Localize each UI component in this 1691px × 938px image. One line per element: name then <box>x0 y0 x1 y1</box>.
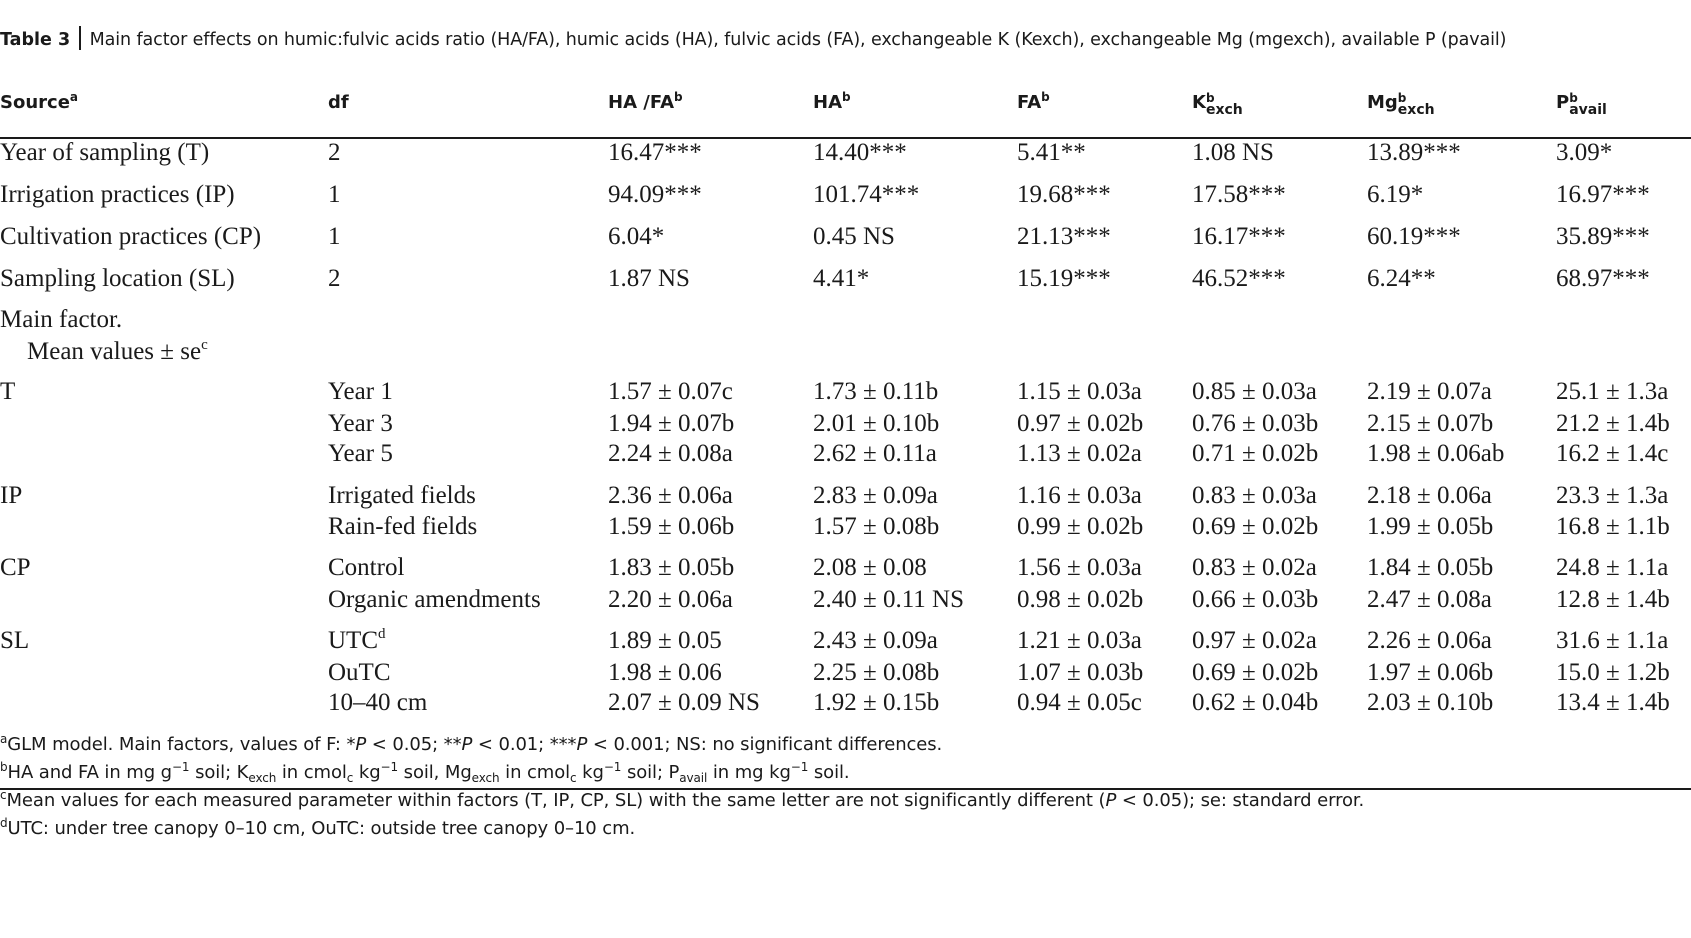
f-value: 94.09*** <box>608 181 702 208</box>
mean-value: 1.21 ± 0.03a <box>1017 627 1142 654</box>
mean-value: 1.98 ± 0.06 <box>608 659 722 686</box>
source-label: Cultivation practices (CP) <box>0 223 262 250</box>
f-value: 60.19*** <box>1367 223 1461 250</box>
f-value: 16.97*** <box>1556 181 1650 208</box>
column-header <box>813 92 851 113</box>
footnote-text: GLM model. Main factors, values of F: *P < 0.05; **P < 0.01; ***P < 0.001; NS: no significant differences. <box>7 734 943 755</box>
mean-value: 24.8 ± 1.1a <box>1556 554 1669 581</box>
column-header-sup: a <box>69 90 79 104</box>
mean-value: 0.71 ± 0.02b <box>1192 440 1319 467</box>
mean-value: 0.97 ± 0.02b <box>1017 410 1144 437</box>
main-factor-label: Main factor. <box>0 306 123 333</box>
f-value: 46.52*** <box>1192 265 1286 292</box>
column-header-sup: b <box>1041 90 1050 104</box>
mean-value: 0.85 ± 0.03a <box>1192 378 1317 405</box>
mean-value: 0.99 ± 0.02b <box>1017 513 1144 540</box>
column-header-sup: b <box>1569 91 1578 105</box>
mean-value: 2.15 ± 0.07b <box>1367 410 1494 437</box>
mean-value: 2.08 ± 0.08 <box>813 554 927 581</box>
mean-value: 1.98 ± 0.06ab <box>1367 440 1505 467</box>
level-label: Irrigated fields <box>328 482 476 509</box>
f-value: 1.87 NS <box>608 265 690 292</box>
f-value: 6.04* <box>608 223 665 250</box>
column-header-scripts <box>1569 92 1607 116</box>
column-header-base: HA /FA <box>608 92 674 113</box>
column-header-sup: b <box>842 90 851 104</box>
mean-value: 1.89 ± 0.05 <box>608 627 722 654</box>
mean-value: 2.36 ± 0.06a <box>608 482 733 509</box>
level-label: Year 5 <box>328 440 393 467</box>
mean-value: 2.83 ± 0.09a <box>813 482 938 509</box>
mean-value: 0.83 ± 0.02a <box>1192 554 1317 581</box>
footnote <box>0 790 1364 811</box>
mean-value: 1.56 ± 0.03a <box>1017 554 1142 581</box>
mean-value: 0.76 ± 0.03b <box>1192 410 1319 437</box>
mean-value: 1.97 ± 0.06b <box>1367 659 1494 686</box>
column-header-sub: exch <box>1397 102 1435 118</box>
footnote <box>0 762 850 783</box>
mean-value: 2.03 ± 0.10b <box>1367 689 1494 716</box>
mean-value: 31.6 ± 1.1a <box>1556 627 1669 654</box>
column-header <box>328 92 349 113</box>
level-label: Control <box>328 554 405 581</box>
column-header-sup: b <box>1205 91 1215 105</box>
footnote-text: Mean values for each measured parameter within factors (T, IP, CP, SL) with the same letter are not significantly different (P < 0.05); se: standard error. <box>6 790 1365 811</box>
mean-value: 1.73 ± 0.11b <box>813 378 939 405</box>
mean-value: 2.43 ± 0.09a <box>813 627 938 654</box>
f-value: 6.24** <box>1367 265 1436 292</box>
level-label: 10–40 cm <box>328 689 428 716</box>
column-header-base: Source <box>0 92 70 113</box>
mean-value: 1.94 ± 0.07b <box>608 410 735 437</box>
f-value: 15.19*** <box>1017 265 1111 292</box>
table-label: Table 3 <box>0 30 71 50</box>
mean-value: 2.20 ± 0.06a <box>608 586 733 613</box>
mean-value: 2.01 ± 0.10b <box>813 410 940 437</box>
mean-value: 1.59 ± 0.06b <box>608 513 735 540</box>
column-header <box>0 92 78 113</box>
column-header-sup: b <box>1397 91 1407 105</box>
column-header-base: K <box>1192 92 1206 113</box>
column-header <box>1556 92 1607 116</box>
level-label: UTC$^d$ <box>328 626 386 654</box>
mean-value: 21.2 ± 1.4b <box>1556 410 1670 437</box>
mean-value: 1.16 ± 0.03a <box>1017 482 1142 509</box>
column-header-sup: b <box>674 90 683 104</box>
mean-value: 2.19 ± 0.07a <box>1367 378 1492 405</box>
caption-divider <box>79 26 81 50</box>
mean-value: 0.69 ± 0.02b <box>1192 659 1319 686</box>
column-header-sub: exch <box>1205 102 1243 118</box>
level-label: Year 3 <box>328 410 393 437</box>
mean-value: 25.1 ± 1.3a <box>1556 378 1669 405</box>
mean-value: 16.2 ± 1.4c <box>1556 440 1669 467</box>
mean-value: 0.83 ± 0.03a <box>1192 482 1317 509</box>
footnote <box>0 734 942 755</box>
footnote-text: UTC: under tree canopy 0–10 cm, OuTC: outside tree canopy 0–10 cm. <box>7 818 636 839</box>
df-value: 2 <box>328 265 341 292</box>
column-header-base: Mg <box>1367 92 1398 113</box>
level-label: Organic amendments <box>328 586 541 613</box>
factor-label: T <box>0 378 16 405</box>
mean-value: 2.26 ± 0.06a <box>1367 627 1492 654</box>
factor-label: CP <box>0 554 31 581</box>
mean-values-label: Mean values ± $se^c$ <box>27 337 208 365</box>
mean-value: 0.62 ± 0.04b <box>1192 689 1319 716</box>
mean-value: 1.84 ± 0.05b <box>1367 554 1494 581</box>
mean-value: 1.83 ± 0.05b <box>608 554 735 581</box>
mean-value: 12.8 ± 1.4b <box>1556 586 1670 613</box>
level-label: Rain-fed fields <box>328 513 478 540</box>
factor-label: IP <box>0 482 23 509</box>
footnote-text: HA and FA in mg $g^{-1}$ soil; $K_{exch}$ in cmol$_c$ $kg^{-1}$ soil, $Mg_{exch}$ in cmol$_c$ $kg^{-1}$ soil; $P_{avail}$ in mg $kg^{-1}$ soil. <box>7 760 850 785</box>
mean-value: 1.99 ± 0.05b <box>1367 513 1494 540</box>
column-header-scripts <box>1398 92 1435 116</box>
f-value: 16.17*** <box>1192 223 1286 250</box>
source-label: Irrigation practices (IP) <box>0 181 235 208</box>
f-value: 14.40*** <box>813 139 907 166</box>
mean-value: 23.3 ± 1.3a <box>1556 482 1669 509</box>
footnote-mark: d <box>0 816 8 830</box>
f-value: 17.58*** <box>1192 181 1286 208</box>
mean-value: 1.13 ± 0.02a <box>1017 440 1142 467</box>
column-header-scripts <box>1206 92 1243 116</box>
f-value: 68.97*** <box>1556 265 1650 292</box>
column-header-base: df <box>328 92 349 113</box>
df-value: 1 <box>328 223 341 250</box>
f-value: 13.89*** <box>1367 139 1461 166</box>
mean-value: 2.25 ± 0.08b <box>813 659 940 686</box>
mean-value: 2.07 ± 0.09 NS <box>608 689 760 716</box>
df-value: 1 <box>328 181 341 208</box>
f-value: 1.08 NS <box>1192 139 1274 166</box>
level-label: OuTC <box>328 659 391 686</box>
footnote-mark: b <box>0 760 8 774</box>
mean-value: 1.15 ± 0.03a <box>1017 378 1142 405</box>
mean-value: 2.18 ± 0.06a <box>1367 482 1492 509</box>
column-header <box>1017 92 1050 113</box>
footnote-mark: c <box>0 788 7 802</box>
column-header <box>608 92 683 113</box>
mean-value: 2.40 ± 0.11 NS <box>813 586 965 613</box>
mean-values-sup: c <box>201 337 208 353</box>
mean-value: 15.0 ± 1.2b <box>1556 659 1670 686</box>
column-header-base: HA <box>813 92 842 113</box>
mean-value: 0.98 ± 0.02b <box>1017 586 1144 613</box>
mean-value: 0.94 ± 0.05c <box>1017 689 1142 716</box>
column-header <box>1367 92 1435 116</box>
mean-value: 0.69 ± 0.02b <box>1192 513 1319 540</box>
factor-label: SL <box>0 627 30 654</box>
level-sup: d <box>378 626 386 642</box>
source-label: Sampling location (SL) <box>0 265 235 292</box>
mean-value: 1.57 ± 0.07c <box>608 378 733 405</box>
level-label: Year 1 <box>328 378 393 405</box>
f-value: 5.41** <box>1017 139 1086 166</box>
footnote-mark: a <box>0 732 8 746</box>
f-value: 101.74*** <box>813 181 920 208</box>
mean-value: 2.24 ± 0.08a <box>608 440 733 467</box>
source-label: Year of sampling (T) <box>0 139 210 166</box>
f-value: 19.68*** <box>1017 181 1111 208</box>
f-value: 4.41* <box>813 265 870 292</box>
table-caption <box>0 26 1506 52</box>
column-header-base: P <box>1556 92 1570 113</box>
mean-value: 1.57 ± 0.08b <box>813 513 940 540</box>
mean-value: 0.97 ± 0.02a <box>1192 627 1317 654</box>
mean-value: 2.62 ± 0.11a <box>813 440 937 467</box>
f-value: 3.09* <box>1556 139 1613 166</box>
mean-value: 1.92 ± 0.15b <box>813 689 940 716</box>
column-header-sub: avail <box>1569 102 1607 118</box>
df-value: 2 <box>328 139 341 166</box>
mean-value: 13.4 ± 1.4b <box>1556 689 1670 716</box>
column-header <box>1192 92 1243 116</box>
mean-value: 2.47 ± 0.08a <box>1367 586 1492 613</box>
mean-value: 16.8 ± 1.1b <box>1556 513 1670 540</box>
f-value: 21.13*** <box>1017 223 1111 250</box>
column-header-base: FA <box>1017 92 1042 113</box>
f-value: 35.89*** <box>1556 223 1650 250</box>
mean-value: 0.66 ± 0.03b <box>1192 586 1319 613</box>
f-value: 0.45 NS <box>813 223 895 250</box>
f-value: 6.19* <box>1367 181 1424 208</box>
caption-text: Main factor effects on humic:fulvic acids ratio (HA/FA), humic acids (HA), fulvic acids (FA), exchangeable K (Kexch), exchangeable Mg (mgexch), available P (pavail) <box>89 30 1507 50</box>
mean-value: 1.07 ± 0.03b <box>1017 659 1144 686</box>
footnote <box>0 818 635 839</box>
f-value: 16.47*** <box>608 139 702 166</box>
